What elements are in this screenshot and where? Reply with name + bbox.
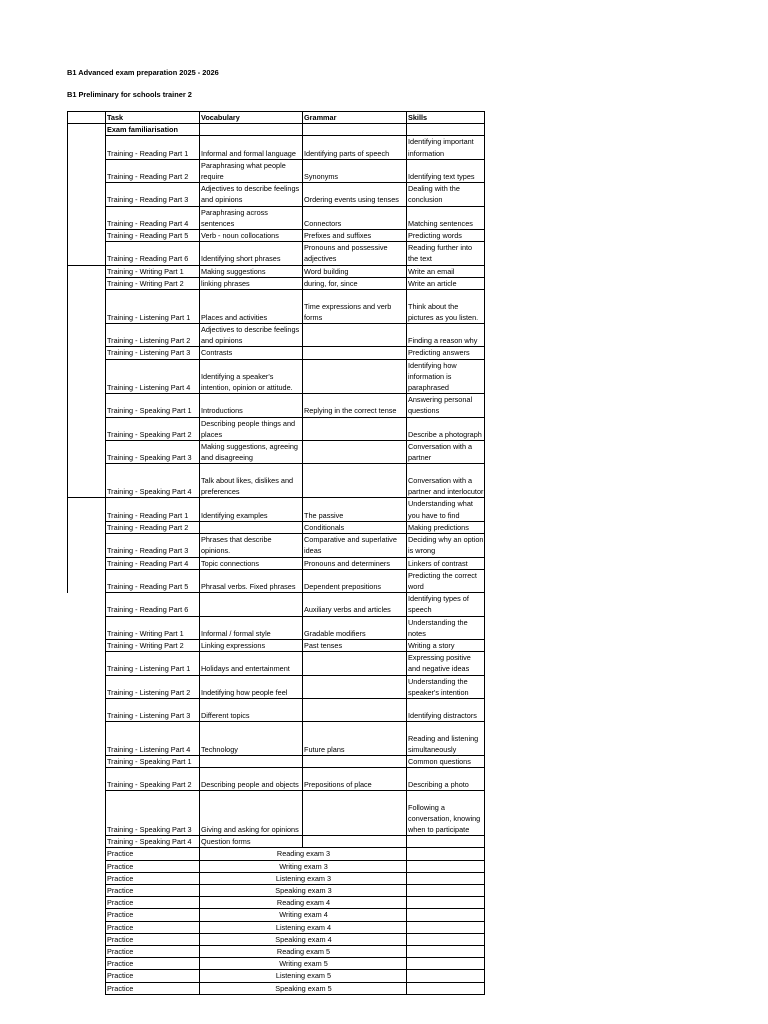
- row-marker: [68, 359, 106, 394]
- row-marker: [68, 652, 106, 675]
- grammar-cell: Pronouns and possessive adjectives: [303, 242, 407, 265]
- grammar-cell: Future plans: [303, 721, 407, 755]
- grammar-cell: Ordering events using tenses: [303, 183, 407, 206]
- vocabulary-cell: Paraphrasing across sentences: [200, 206, 303, 229]
- skills-cell: Understanding what you have to find: [407, 498, 485, 521]
- row-marker: [68, 441, 106, 464]
- practice-row: [68, 933, 485, 945]
- skills-cell: Expressing positive and negative ideas: [407, 652, 485, 675]
- practice-exam: Writing exam 4: [200, 909, 407, 921]
- task-cell: Training - Reading Part 5: [106, 569, 200, 592]
- task-cell: Training - Speaking Part 4: [106, 464, 200, 498]
- vocabulary-cell: Adjectives to describe feelings and opinions: [200, 183, 303, 206]
- vocabulary-cell: [200, 521, 303, 533]
- vocabulary-cell: Making suggestions, agreeing and disagreeing: [200, 441, 303, 464]
- skills-cell: Following a conversation, knowing when to participate: [407, 791, 485, 836]
- table-row: [68, 639, 485, 651]
- grammar-cell: Auxiliary verbs and articles: [303, 593, 407, 616]
- task-cell: Training - Listening Part 3: [106, 698, 200, 721]
- table-row: [68, 441, 485, 464]
- row-marker: [68, 933, 106, 945]
- practice-label: Practice: [106, 897, 200, 909]
- task-cell: Training - Writing Part 1: [106, 616, 200, 639]
- row-marker: [68, 897, 106, 909]
- row-marker: [68, 755, 106, 767]
- row-marker: [68, 347, 106, 359]
- table-cell: [303, 124, 407, 136]
- header-grammar: Grammar: [303, 112, 407, 124]
- skills-cell: Identifying text types: [407, 159, 485, 182]
- row-marker: [68, 136, 106, 159]
- skills-cell: Write an email: [407, 265, 485, 277]
- row-marker: [68, 206, 106, 229]
- table-row: [68, 124, 485, 136]
- task-cell: Training - Reading Part 3: [106, 534, 200, 557]
- grammar-cell: Pronouns and determiners: [303, 557, 407, 569]
- grammar-cell: Synonyms: [303, 159, 407, 182]
- practice-row: [68, 848, 485, 860]
- row-marker: [68, 290, 106, 324]
- vocabulary-cell: Identifying a speaker's intention, opinion or attitude.: [200, 359, 303, 394]
- vocabulary-cell: linking phrases: [200, 277, 303, 289]
- skills-cell: [407, 872, 485, 884]
- task-cell: Training - Reading Part 2: [106, 159, 200, 182]
- row-marker: [68, 394, 106, 417]
- vocabulary-cell: Informal and formal language: [200, 136, 303, 159]
- table-row: [68, 464, 485, 498]
- row-marker: [68, 872, 106, 884]
- task-cell: Training - Speaking Part 1: [106, 394, 200, 417]
- table-row: [68, 534, 485, 557]
- header-task: Task: [106, 112, 200, 124]
- row-marker: [68, 124, 106, 136]
- skills-cell: Deciding why an option is wrong: [408, 535, 484, 556]
- practice-exam: Writing exam 3: [200, 860, 407, 872]
- practice-row: [68, 970, 485, 982]
- skills-cell: [407, 909, 485, 921]
- vocabulary-cell: Giving and asking for opinions: [200, 791, 303, 836]
- familiarisation-label: Exam familiarisation: [106, 124, 200, 136]
- skills-cell: Common questions: [407, 755, 485, 767]
- grammar-cell: [303, 755, 407, 767]
- skills-cell: [407, 982, 485, 994]
- grammar-cell: [303, 324, 407, 347]
- skills-cell: Understanding the notes: [407, 616, 485, 639]
- practice-exam: Writing exam 5: [200, 958, 407, 970]
- row-marker: [68, 265, 106, 277]
- row-marker-header: [68, 112, 106, 124]
- practice-row: [68, 945, 485, 957]
- vocabulary-cell: [200, 755, 303, 767]
- task-cell: Training - Writing Part 2: [106, 639, 200, 651]
- grammar-cell: [303, 652, 407, 675]
- row-marker: [68, 921, 106, 933]
- skills-cell: [407, 958, 485, 970]
- task-cell: Training - Speaking Part 1: [106, 755, 200, 767]
- task-cell: Training - Reading Part 4: [106, 557, 200, 569]
- practice-row: [68, 872, 485, 884]
- row-marker: [68, 557, 106, 569]
- table-row: [68, 394, 485, 417]
- vocabulary-cell: Identifying examples: [200, 498, 303, 521]
- table-row: [68, 324, 485, 347]
- table-row: [68, 417, 485, 440]
- grammar-cell: [303, 347, 407, 359]
- task-cell: Training - Reading Part 6: [106, 593, 200, 616]
- table-row: [68, 652, 485, 675]
- task-cell: Training - Reading Part 3: [106, 183, 200, 206]
- vocabulary-cell: Describing people and objects: [200, 768, 303, 791]
- table-cell: [200, 124, 303, 136]
- grammar-cell: [303, 441, 407, 464]
- vocabulary-cell: Verb - noun collocations: [200, 230, 303, 242]
- vocabulary-cell: Making suggestions: [200, 265, 303, 277]
- skills-cell: Matching sentences: [407, 206, 485, 229]
- grammar-cell: [303, 698, 407, 721]
- task-cell: Training - Reading Part 1: [106, 498, 200, 521]
- task-cell: Training - Listening Part 2: [106, 324, 200, 347]
- table-row: [68, 721, 485, 755]
- header-row: [68, 112, 485, 124]
- grammar-cell: Prepositions of place: [303, 768, 407, 791]
- grammar-cell: Conditionals: [303, 521, 407, 533]
- table-row: [68, 183, 485, 206]
- vocabulary-cell: Informal / formal style: [200, 616, 303, 639]
- row-marker: [68, 721, 106, 755]
- grammar-cell: [303, 464, 407, 498]
- task-cell: Training - Listening Part 4: [106, 721, 200, 755]
- task-cell: Training - Reading Part 5: [106, 230, 200, 242]
- skills-cell: Think about the pictures as you listen.: [407, 290, 485, 324]
- practice-label: Practice: [106, 970, 200, 982]
- vocabulary-cell: Phrases that describe opinions.: [200, 534, 303, 557]
- vocabulary-cell: Talk about likes, dislikes and preferences: [200, 464, 303, 498]
- practice-row: [68, 860, 485, 872]
- practice-label: Practice: [106, 909, 200, 921]
- row-marker: [68, 521, 106, 533]
- skills-cell: [407, 860, 485, 872]
- table-row: [68, 557, 485, 569]
- row-marker: [68, 848, 106, 860]
- practice-label: Practice: [106, 921, 200, 933]
- table-row: [68, 359, 485, 394]
- row-marker: [68, 698, 106, 721]
- row-marker: [68, 836, 106, 848]
- row-marker: [68, 791, 106, 836]
- row-marker: [68, 417, 106, 440]
- row-marker: [68, 242, 106, 265]
- table-row: [68, 206, 485, 229]
- task-cell: Training - Listening Part 1: [106, 652, 200, 675]
- skills-cell: [407, 945, 485, 957]
- task-cell: Training - Speaking Part 3: [106, 791, 200, 836]
- skills-cell: Reading and listening simultaneously: [407, 721, 485, 755]
- practice-exam: Reading exam 3: [200, 848, 407, 860]
- row-marker: [68, 616, 106, 639]
- vocabulary-cell: Technology: [200, 721, 303, 755]
- row-marker: [68, 159, 106, 182]
- skills-cell: [407, 897, 485, 909]
- table-row: [68, 755, 485, 767]
- row-marker: [68, 534, 106, 557]
- row-marker: [68, 639, 106, 651]
- practice-label: Practice: [106, 860, 200, 872]
- task-cell: Training - Speaking Part 2: [106, 417, 200, 440]
- grammar-cell: Past tenses: [303, 639, 407, 651]
- row-marker: [68, 464, 106, 498]
- skills-cell: Linkers of contrast: [407, 557, 485, 569]
- vocabulary-cell: Introductions: [200, 394, 303, 417]
- row-marker: [68, 183, 106, 206]
- table-row: [68, 277, 485, 289]
- skills-cell: [407, 836, 485, 848]
- practice-row: [68, 958, 485, 970]
- vocabulary-cell: Phrasal verbs. Fixed phrases: [200, 569, 303, 592]
- table-row: [68, 675, 485, 698]
- row-marker: [68, 768, 106, 791]
- table-row: [68, 616, 485, 639]
- vocabulary-cell: Describing people things and places: [200, 417, 303, 440]
- task-cell: Training - Reading Part 6: [106, 242, 200, 265]
- vocabulary-cell: Adjectives to describe feelings and opinions: [200, 324, 303, 347]
- row-marker: [68, 230, 106, 242]
- skills-cell: Finding a reason why: [407, 324, 485, 347]
- practice-label: Practice: [106, 958, 200, 970]
- table-row: [68, 521, 485, 533]
- row-marker: [68, 569, 106, 592]
- row-marker: [68, 958, 106, 970]
- table-row: [68, 290, 485, 324]
- skills-cell: Conversation with a partner: [407, 441, 485, 464]
- task-cell: Training - Speaking Part 4: [106, 836, 200, 848]
- row-marker: [68, 909, 106, 921]
- grammar-cell: Replying in the correct tense: [303, 394, 407, 417]
- skills-cell: Identifying how information is paraphrased: [407, 359, 485, 394]
- practice-label: Practice: [106, 982, 200, 994]
- skills-cell: Describing a photo: [407, 768, 485, 791]
- skills-cell: Making predictions: [407, 521, 485, 533]
- row-marker: [68, 982, 106, 994]
- row-marker: [68, 884, 106, 896]
- skills-cell: [407, 970, 485, 982]
- grammar-cell: [303, 417, 407, 440]
- practice-exam: Speaking exam 4: [200, 933, 407, 945]
- vocabulary-cell: [200, 593, 303, 616]
- practice-label: Practice: [106, 933, 200, 945]
- grammar-cell: [303, 791, 407, 836]
- task-cell: Training - Listening Part 1: [106, 290, 200, 324]
- table-row: [68, 265, 485, 277]
- practice-label: Practice: [106, 884, 200, 896]
- grammar-cell: [303, 359, 407, 394]
- grammar-cell: Connectors: [303, 206, 407, 229]
- vocabulary-cell: Indetifying how people feel: [200, 675, 303, 698]
- row-marker: [68, 324, 106, 347]
- skills-cell: Predicting the correct word: [407, 569, 485, 592]
- skills-cell: Answering personal questions: [407, 394, 485, 417]
- table-cell: [407, 124, 485, 136]
- vocabulary-cell: Linking expressions: [200, 639, 303, 651]
- task-cell: Training - Reading Part 1: [106, 136, 200, 159]
- skills-cell: Conversation with a partner and interlocutor: [407, 464, 485, 498]
- practice-exam: Listening exam 3: [200, 872, 407, 884]
- row-marker: [68, 593, 106, 616]
- task-cell: Training - Speaking Part 2: [106, 768, 200, 791]
- skills-cell: [407, 848, 485, 860]
- table-row: [68, 569, 485, 592]
- table-row: [68, 347, 485, 359]
- grammar-cell: Prefixes and suffixes: [303, 230, 407, 242]
- grammar-cell: during, for, since: [303, 277, 407, 289]
- skills-cell: Write an article: [407, 277, 485, 289]
- practice-row: [68, 897, 485, 909]
- grammar-cell: Gradable modifiers: [303, 616, 407, 639]
- practice-exam: Reading exam 5: [200, 945, 407, 957]
- header-skills: Skills: [407, 112, 485, 124]
- table-row: [68, 791, 485, 836]
- practice-row: [68, 921, 485, 933]
- vocabulary-cell: Topic connections: [200, 557, 303, 569]
- schedule-table: [67, 111, 485, 995]
- skills-cell: Identifying important information: [407, 136, 485, 159]
- practice-exam: Listening exam 5: [200, 970, 407, 982]
- table-row: [68, 159, 485, 182]
- task-cell: Training - Reading Part 4: [106, 206, 200, 229]
- vocabulary-cell: Contrasts: [200, 347, 303, 359]
- skills-cell: [407, 933, 485, 945]
- skills-cell: Reading further into the text: [407, 242, 485, 265]
- table-row: [68, 698, 485, 721]
- task-cell: Training - Reading Part 2: [106, 521, 200, 533]
- practice-row: [68, 909, 485, 921]
- grammar-cell: Identifying parts of speech: [303, 136, 407, 159]
- practice-row: [68, 884, 485, 896]
- row-marker: [68, 945, 106, 957]
- task-cell: Training - Listening Part 4: [106, 359, 200, 394]
- task-cell: Training - Speaking Part 3: [106, 441, 200, 464]
- skills-cell: [407, 921, 485, 933]
- vocabulary-cell: Question forms: [200, 836, 303, 848]
- skills-cell: Predicting answers: [407, 347, 485, 359]
- skills-cell: Writing a story: [407, 639, 485, 651]
- task-cell: Training - Writing Part 2: [106, 277, 200, 289]
- skills-cell: [407, 884, 485, 896]
- table-row: [68, 768, 485, 791]
- table-row: [68, 498, 485, 521]
- grammar-cell: [303, 675, 407, 698]
- grammar-cell: Word building: [303, 265, 407, 277]
- grammar-cell: The passive: [303, 498, 407, 521]
- grammar-cell: Dependent prepositions: [303, 569, 407, 592]
- grammar-cell: Comparative and superlative ideas: [303, 534, 407, 557]
- table-row: [68, 136, 485, 159]
- table-row: [68, 230, 485, 242]
- task-cell: Training - Listening Part 2: [106, 675, 200, 698]
- header-vocabulary: Vocabulary: [200, 112, 303, 124]
- row-marker: [68, 277, 106, 289]
- skills-cell: Identifying distractors: [407, 698, 485, 721]
- row-marker: [68, 498, 106, 521]
- skills-cell: Describe a photograph: [407, 417, 485, 440]
- skills-cell: Dealing with the conclusion: [407, 183, 485, 206]
- task-cell: Training - Listening Part 3: [106, 347, 200, 359]
- table-row: [68, 836, 485, 848]
- practice-label: Practice: [106, 848, 200, 860]
- grammar-cell: [303, 836, 407, 848]
- vocabulary-cell: Holidays and entertainment: [200, 652, 303, 675]
- row-marker: [68, 970, 106, 982]
- task-cell: Training - Writing Part 1: [106, 265, 200, 277]
- vocabulary-cell: Identifying short phrases: [200, 242, 303, 265]
- grammar-cell: Time expressions and verb forms: [303, 290, 407, 324]
- practice-exam: Speaking exam 3: [200, 884, 407, 896]
- row-marker: [68, 675, 106, 698]
- table-row: [68, 242, 485, 265]
- table-row: [68, 593, 485, 616]
- practice-exam: Speaking exam 5: [200, 982, 407, 994]
- skills-cell: Identifying types of speech: [407, 593, 485, 616]
- practice-label: Practice: [106, 945, 200, 957]
- practice-row: [68, 982, 485, 994]
- row-marker: [68, 860, 106, 872]
- skills-cell: Predicting words: [407, 230, 485, 242]
- practice-exam: Reading exam 4: [200, 897, 407, 909]
- document-title: B1 Advanced exam preparation 2025 - 2026: [67, 68, 219, 77]
- skills-cell: Understanding the speaker's intention: [407, 675, 485, 698]
- practice-label: Practice: [106, 872, 200, 884]
- document-subtitle: B1 Preliminary for schools trainer 2: [67, 90, 192, 99]
- practice-exam: Listening exam 4: [200, 921, 407, 933]
- vocabulary-cell: Paraphrasing what people require: [200, 159, 303, 182]
- vocabulary-cell: Places and activities: [200, 290, 303, 324]
- vocabulary-cell: Different topics: [200, 698, 303, 721]
